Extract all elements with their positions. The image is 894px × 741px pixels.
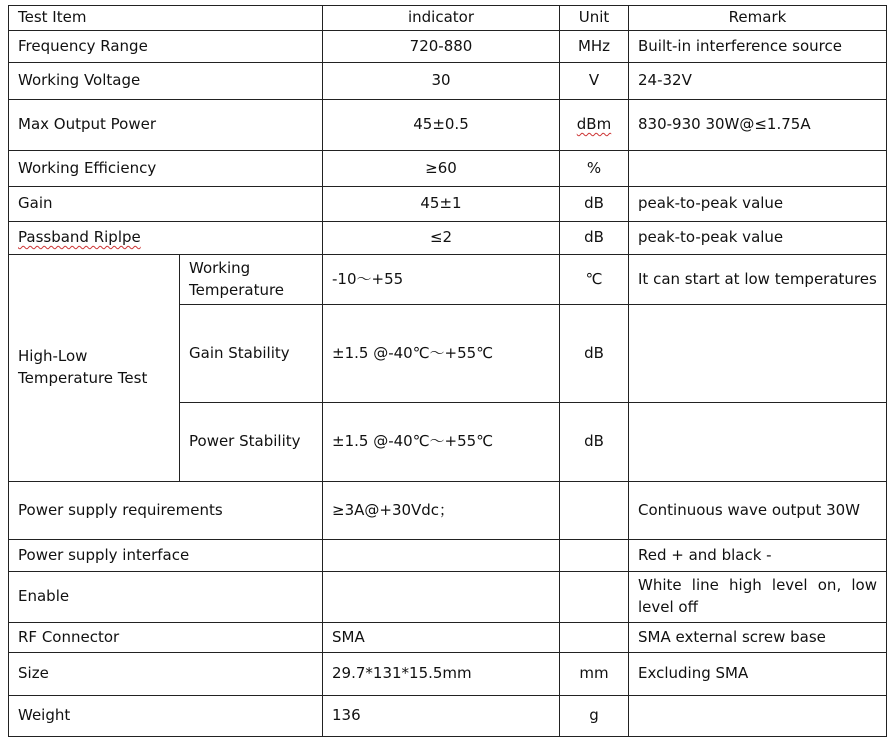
header-remark: Remark	[629, 6, 887, 31]
cell-indicator: 720-880	[323, 31, 560, 63]
cell-remark: 830-930 30W@≤1.75A	[629, 100, 887, 151]
cell-unit: dB	[560, 305, 629, 403]
cell-item: Working Voltage	[9, 63, 323, 100]
cell-indicator	[323, 572, 560, 623]
cell-unit: g	[560, 696, 629, 737]
cell-item: RF Connector	[9, 623, 323, 653]
cell-item: Passband Riplpe	[18, 228, 141, 247]
table-row	[9, 696, 887, 737]
cell-remark: SMA external screw base	[629, 623, 887, 653]
table-row	[9, 540, 887, 572]
group-label: High-Low Temperature Test	[9, 255, 180, 482]
cell-indicator: 45±0.5	[323, 100, 560, 151]
cell-unit	[560, 572, 629, 623]
cell-subitem: Working Temperature	[180, 255, 323, 305]
cell-indicator: ≥3A@+30Vdc；	[323, 482, 560, 540]
cell-unit	[560, 540, 629, 572]
cell-item: Power supply interface	[9, 540, 323, 572]
cell-unit	[560, 482, 629, 540]
cell-remark: peak-to-peak value	[629, 187, 887, 222]
cell-remark: Continuous wave output 30W	[629, 482, 887, 540]
header-row	[9, 6, 887, 31]
cell-remark: Built-in interference source	[629, 31, 887, 63]
cell-indicator: 136	[323, 696, 560, 737]
cell-remark	[629, 403, 887, 482]
cell-unit: ℃	[560, 255, 629, 305]
table-row	[9, 653, 887, 696]
table-row	[9, 482, 887, 540]
cell-indicator: -10～+55	[323, 255, 560, 305]
cell-indicator: ≤2	[323, 222, 560, 255]
cell-unit: dB	[560, 187, 629, 222]
cell-indicator: 45±1	[323, 187, 560, 222]
table-row	[9, 31, 887, 63]
table-row	[9, 187, 887, 222]
cell-item: Working Efficiency	[9, 151, 323, 187]
header-indicator: indicator	[323, 6, 560, 31]
cell-remark: White line high level on, low level off	[629, 572, 887, 623]
table-row	[9, 100, 887, 151]
cell-indicator: ±1.5 @-40℃～+55℃	[323, 305, 560, 403]
cell-unit	[560, 623, 629, 653]
cell-unit: MHz	[560, 31, 629, 63]
cell-unit: %	[560, 151, 629, 187]
cell-unit: dBm	[576, 115, 612, 134]
cell-subitem: Gain Stability	[180, 305, 323, 403]
cell-remark: 24-32V	[629, 63, 887, 100]
cell-unit: dB	[560, 222, 629, 255]
cell-item: Max Output Power	[9, 100, 323, 151]
cell-remark: peak-to-peak value	[629, 222, 887, 255]
spec-table	[8, 5, 887, 737]
cell-remark: It can start at low temperatures	[629, 255, 887, 305]
table-row	[9, 255, 887, 305]
cell-item: Weight	[9, 696, 323, 737]
table-row	[9, 572, 887, 623]
table-row	[9, 63, 887, 100]
table-row	[9, 151, 887, 187]
cell-remark	[629, 696, 887, 737]
cell-item: Power supply requirements	[9, 482, 323, 540]
table-row	[9, 222, 887, 255]
cell-remark	[629, 151, 887, 187]
cell-remark: Red + and black -	[629, 540, 887, 572]
cell-unit: V	[560, 63, 629, 100]
header-unit: Unit	[560, 6, 629, 31]
cell-indicator: 30	[323, 63, 560, 100]
cell-item: Size	[9, 653, 323, 696]
cell-unit: mm	[560, 653, 629, 696]
cell-indicator: 29.7*131*15.5mm	[323, 653, 560, 696]
cell-item: Frequency Range	[9, 31, 323, 63]
cell-remark: Excluding SMA	[629, 653, 887, 696]
cell-unit: dB	[560, 403, 629, 482]
cell-indicator: ±1.5 @-40℃～+55℃	[323, 403, 560, 482]
cell-indicator: ≥60	[323, 151, 560, 187]
cell-remark	[629, 305, 887, 403]
cell-indicator	[323, 540, 560, 572]
cell-subitem: Power Stability	[180, 403, 323, 482]
cell-indicator: SMA	[323, 623, 560, 653]
cell-item: Enable	[9, 572, 323, 623]
header-test-item: Test Item	[9, 6, 323, 31]
cell-item: Gain	[9, 187, 323, 222]
table-row	[9, 623, 887, 653]
